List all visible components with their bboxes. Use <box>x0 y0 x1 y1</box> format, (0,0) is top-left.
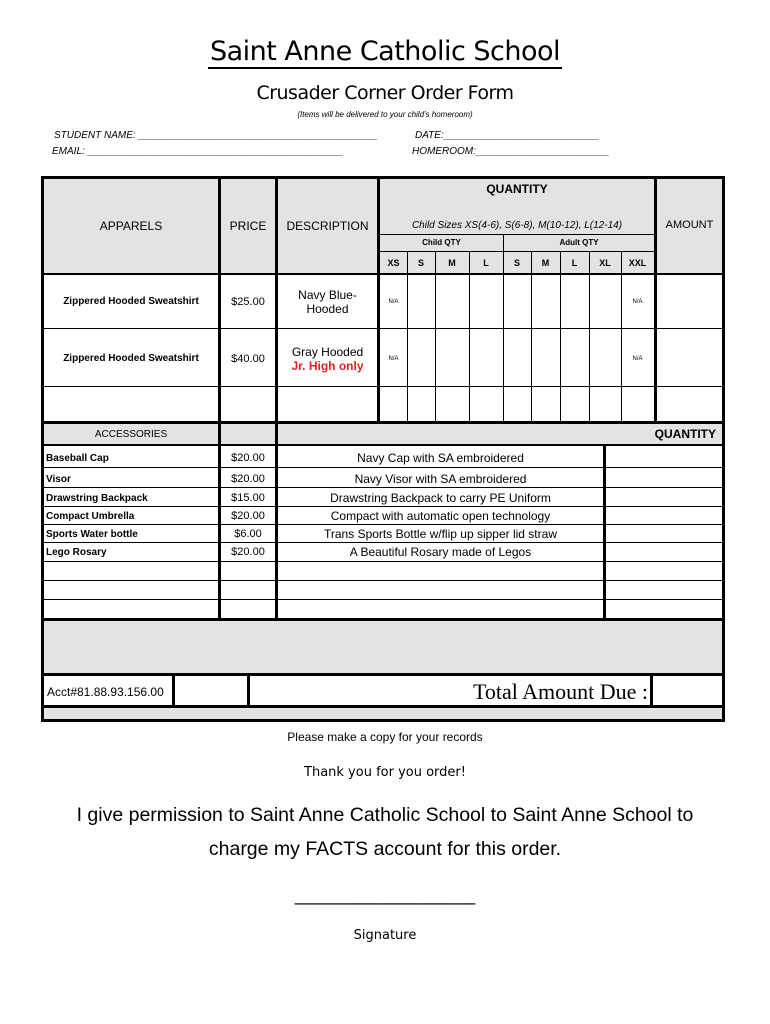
accessory-price: $20.00 <box>231 546 265 558</box>
quantity-header: QUANTITY <box>486 182 548 196</box>
signature-line[interactable]: __________________ <box>294 885 476 905</box>
size-adult-xxl: XXL <box>628 258 647 268</box>
grid-line <box>589 251 590 421</box>
grid-line <box>44 421 722 424</box>
adult-qty-header: Adult QTY <box>559 238 599 247</box>
accessory-description: Compact with automatic open technology <box>330 509 551 523</box>
accessory-name: Visor <box>46 473 71 485</box>
account-number: Acct#81.88.93.156.00 <box>47 684 164 699</box>
delivery-note: (Items will be delivered to your child's homeroom) <box>297 110 473 119</box>
accessories-header: ACCESSORIES <box>94 428 168 440</box>
apparel-row-2-name: Zippered Hooded Sweatshirt <box>63 353 199 364</box>
child-qty-header: Child QTY <box>422 238 461 247</box>
apparel-row-1-desc-line1: Navy Blue- <box>298 287 357 302</box>
accessory-description: Trans Sports Bottle w/flip up sipper lid straw <box>324 527 557 541</box>
child-sizes-note: Child Sizes XS(4-6), S(6-8), M(10-12), L(12-14) <box>411 219 623 231</box>
grid-line <box>44 444 722 446</box>
price-header: PRICE <box>229 219 267 233</box>
accessory-name: Lego Rosary <box>46 546 107 558</box>
grid-line <box>44 524 722 525</box>
apparel-row-1-desc-line2: Hooded <box>306 301 349 316</box>
size-adult-m: M <box>541 258 550 268</box>
apparel-row-1-price: $25.00 <box>231 295 265 308</box>
email-field[interactable]: EMAIL: ______________________________________________ <box>52 146 344 157</box>
grid-line <box>172 676 175 705</box>
size-child-s: S <box>417 258 424 268</box>
grid-line <box>218 424 221 618</box>
accessory-name: Sports Water bottle <box>46 528 138 540</box>
accessory-price: $20.00 <box>231 510 265 522</box>
total-amount-label: Total Amount Due : <box>472 678 648 704</box>
grid-line <box>44 467 722 468</box>
copy-note: Please make a copy for your records <box>287 730 483 744</box>
accessories-quantity-header: QUANTITY <box>654 427 716 441</box>
grid-line <box>650 676 653 705</box>
size-adult-s: S <box>513 258 520 268</box>
bottom-shaded-block <box>44 621 722 673</box>
grid-line <box>560 251 561 421</box>
signature-label: Signature <box>353 928 417 943</box>
size-child-m: M <box>448 258 456 268</box>
permission-line-2: charge my FACTS account for this order. <box>208 838 562 860</box>
grid-line <box>44 673 722 676</box>
grid-line <box>380 234 654 235</box>
bottom-strip <box>44 708 722 719</box>
accessory-description: Drawstring Backpack to carry PE Uniform <box>330 491 551 505</box>
grid-line <box>603 446 606 618</box>
grid-line <box>380 251 654 252</box>
thank-you-note: Thank you for you order! <box>304 765 466 780</box>
apparel-row-2-description <box>278 331 377 386</box>
grid-line <box>247 676 250 705</box>
total-amount-field[interactable] <box>653 676 722 707</box>
accessory-description: Navy Cap with SA embroidered <box>357 451 524 465</box>
apparel-row-1-description <box>278 275 377 328</box>
grid-line <box>435 251 436 421</box>
apparel-row-1-xxl-na: N/A <box>632 298 643 305</box>
accessory-name: Compact Umbrella <box>46 510 135 522</box>
permission-line-1: I give permission to Saint Anne Catholic School to Saint Anne School to <box>76 804 694 826</box>
accessory-price: $20.00 <box>231 452 265 464</box>
apparel-row-2-xxl-na: N/A <box>632 355 643 362</box>
grid-line <box>44 487 722 488</box>
size-adult-xl: XL <box>599 258 611 268</box>
grid-line <box>621 251 622 421</box>
apparel-row-2-desc-line1: Gray Hooded <box>291 344 364 359</box>
accessory-name: Baseball Cap <box>46 452 109 464</box>
accessories-price-bg <box>221 424 275 444</box>
grid-line <box>407 251 408 421</box>
accessory-price: $6.00 <box>234 528 262 540</box>
date-field[interactable]: DATE:____________________________ <box>415 130 600 141</box>
grid-line <box>44 705 722 708</box>
apparel-row-2-xs-na: N/A <box>388 355 399 362</box>
form-title: Crusader Corner Order Form <box>256 82 514 104</box>
description-header: DESCRIPTION <box>286 219 369 233</box>
apparel-row-2-price: $40.00 <box>231 352 265 365</box>
apparel-row-2-desc-line2: Jr. High only <box>291 358 364 373</box>
grid-line <box>275 424 278 618</box>
grid-line <box>503 251 504 421</box>
size-child-l: L <box>483 258 489 268</box>
grid-line <box>44 542 722 543</box>
accessory-description: Navy Visor with SA embroidered <box>354 472 527 486</box>
grid-line <box>44 618 722 621</box>
homeroom-field[interactable]: HOMEROOM:________________________ <box>412 146 610 157</box>
school-title: Saint Anne Catholic School <box>209 36 561 67</box>
account-blank-field[interactable] <box>175 676 247 707</box>
grid-line <box>44 561 722 562</box>
grid-line <box>44 580 722 581</box>
size-child-xs: XS <box>387 258 400 268</box>
grid-line <box>44 506 722 507</box>
accessory-price: $20.00 <box>231 473 265 485</box>
accessory-name: Drawstring Backpack <box>46 492 148 504</box>
accessory-price: $15.00 <box>231 492 265 504</box>
apparel-row-1-xs-na: N/A <box>388 298 399 305</box>
amount-header: AMOUNT <box>665 219 714 231</box>
student-name-field[interactable]: STUDENT NAME: ___________________________________________ <box>54 130 378 141</box>
apparel-row-1-name: Zippered Hooded Sweatshirt <box>63 296 199 307</box>
grid-line <box>44 599 722 600</box>
accessory-description: A Beautiful Rosary made of Legos <box>349 545 532 559</box>
grid-line <box>531 251 532 421</box>
grid-line <box>469 251 470 421</box>
size-adult-l: L <box>571 258 578 268</box>
apparels-header: APPARELS <box>99 219 163 233</box>
